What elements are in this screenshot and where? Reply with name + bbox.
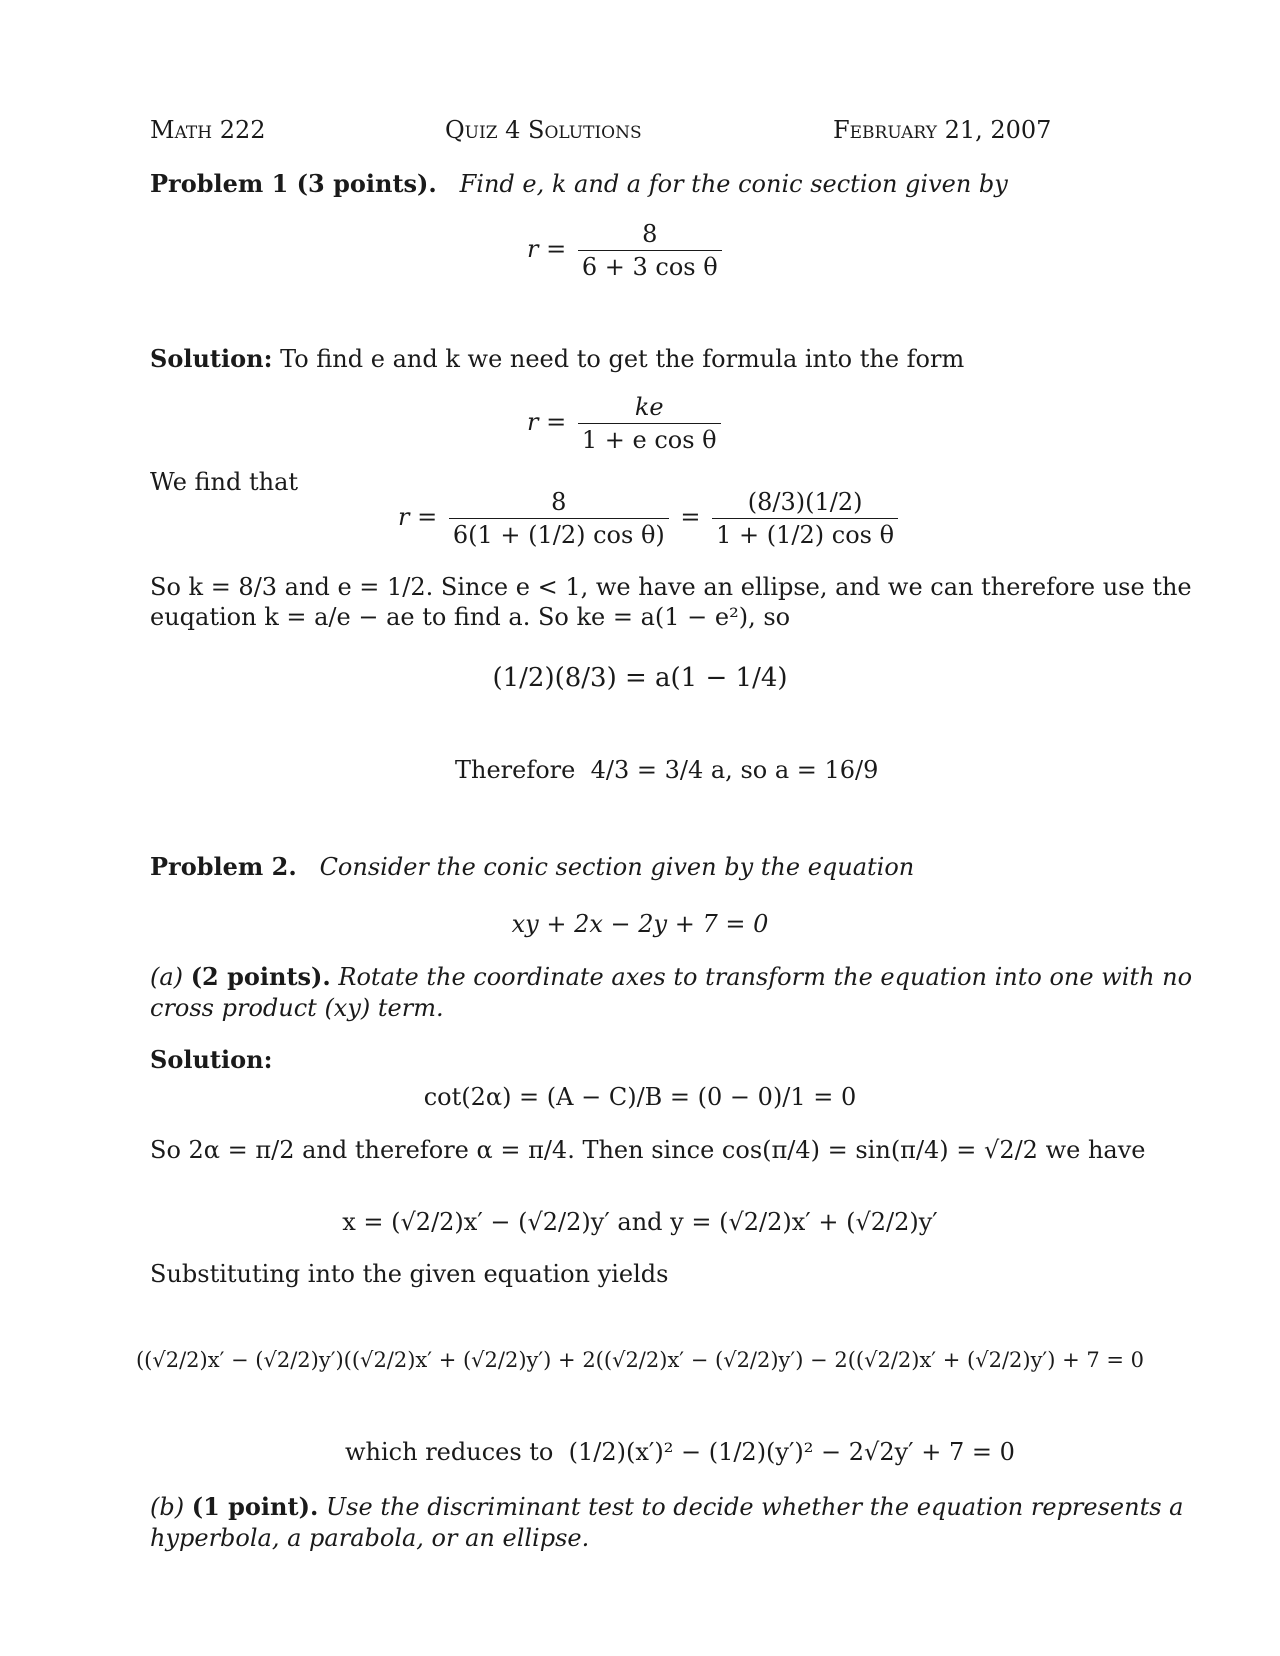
rewrite-den-1: 6(1 + (1/2) cos θ)	[452, 521, 665, 549]
solution-1-intro	[150, 344, 965, 373]
part-b-text: Use the discriminant test to decide whether the equation represents a	[325, 1493, 1184, 1521]
form-lhs: r =	[527, 408, 567, 436]
expanded-equation: ((√2/2)x′ − (√2/2)y′)((√2/2)x′ + (√2/2)y′) + 2((√2/2)x′ − (√2/2)y′) − 2((√2/2)x′ + (√2/2)y′) + 7 = 0	[135, 1348, 1145, 1372]
reduced-equation: (1/2)(x′)² − (1/2)(y′)² − 2√2y′ + 7 = 0	[568, 1438, 1015, 1466]
eq-fraction	[578, 222, 722, 279]
problem-2-equation: xy + 2x − 2y + 7 = 0	[511, 910, 769, 938]
therefore-word: Therefore	[455, 756, 576, 784]
rewritten-equation	[398, 490, 902, 547]
course-label: Math 222	[150, 116, 266, 144]
solution-2-label: Solution:	[150, 1045, 273, 1074]
problem-1-heading	[150, 169, 1008, 198]
eq-lhs: r =	[527, 235, 567, 263]
part-b-line-1	[150, 1492, 1184, 1521]
therefore-equation: 4/3 = 3/4 a, so a = 16/9	[590, 756, 879, 784]
substitution-equation: (1/2)(8/3) = a(1 − 1/4)	[492, 663, 788, 693]
part-a-line-2: cross product (xy) term.	[150, 994, 444, 1022]
cot-equation: cot(2α) = (A − C)/B = (0 − 0)/1 = 0	[423, 1083, 857, 1111]
part-b-label: (b)	[150, 1493, 185, 1521]
rewrite-num-1: 8	[449, 490, 669, 519]
rotation-angle-line: So 2α = π/2 and therefore α = π/4. Then since cos(π/4) = sin(π/4) = √2/2 we have	[150, 1136, 1146, 1164]
part-a-line-1	[150, 962, 1193, 991]
rewrite-den-2: 1 + (1/2) cos θ	[716, 521, 895, 549]
problem-2-label: Problem 2.	[150, 852, 297, 881]
part-b-line-2: hyperbola, a parabola, or an ellipse.	[150, 1524, 590, 1552]
rewrite-fraction-2	[712, 490, 898, 547]
part-a-label: (a)	[150, 963, 184, 991]
rotation-substitution: x = (√2/2)x′ − (√2/2)y′ and y = (√2/2)x′ + (√2/2)y′	[342, 1208, 938, 1236]
form-numerator: ke	[578, 395, 721, 424]
form-denominator: 1 + e cos θ	[581, 426, 717, 454]
eq-denominator: 6 + 3 cos θ	[581, 253, 718, 281]
quiz-date: February 21, 2007	[833, 116, 1052, 144]
reduces-text: which reduces to	[345, 1438, 554, 1466]
equation-k-line: euqation k = a/e − ae to find a. So ke = a(1 − e²), so	[150, 603, 791, 631]
problem-2-prompt: Consider the conic section given by the equation	[319, 853, 915, 881]
quiz-title: Quiz 4 Solutions	[445, 116, 642, 144]
form-fraction	[578, 395, 721, 452]
rewrite-num-2: (8/3)(1/2)	[712, 490, 898, 519]
part-b-points: (1 point).	[191, 1492, 319, 1521]
problem-1-prompt: Find e, k and a for the conic section given by	[459, 170, 1008, 198]
find-that-text: We find that	[150, 468, 299, 496]
reduces-line	[345, 1440, 1015, 1464]
rewrite-fraction-1	[449, 490, 669, 547]
eq-numerator: 8	[578, 222, 722, 251]
part-a-text: Rotate the coordinate axes to transform the equation into one with no	[338, 963, 1193, 991]
standard-form-equation	[527, 395, 725, 452]
problem-1-equation	[527, 222, 726, 279]
so-k-line: So k = 8/3 and e = 1/2. Since e < 1, we have an ellipse, and we can therefore use the	[150, 573, 1192, 601]
part-a-points: (2 points).	[190, 962, 331, 991]
problem-1-label: Problem 1 (3 points).	[150, 169, 437, 198]
therefore-line	[455, 758, 878, 782]
solution-label: Solution:	[150, 344, 273, 373]
substituting-text: Substituting into the given equation yields	[150, 1260, 669, 1288]
problem-2-heading	[150, 852, 915, 881]
rewrite-lhs: r =	[398, 503, 438, 531]
rewrite-equals: =	[680, 503, 701, 531]
solution-text: To find e and k we need to get the formula into the form	[280, 345, 965, 373]
